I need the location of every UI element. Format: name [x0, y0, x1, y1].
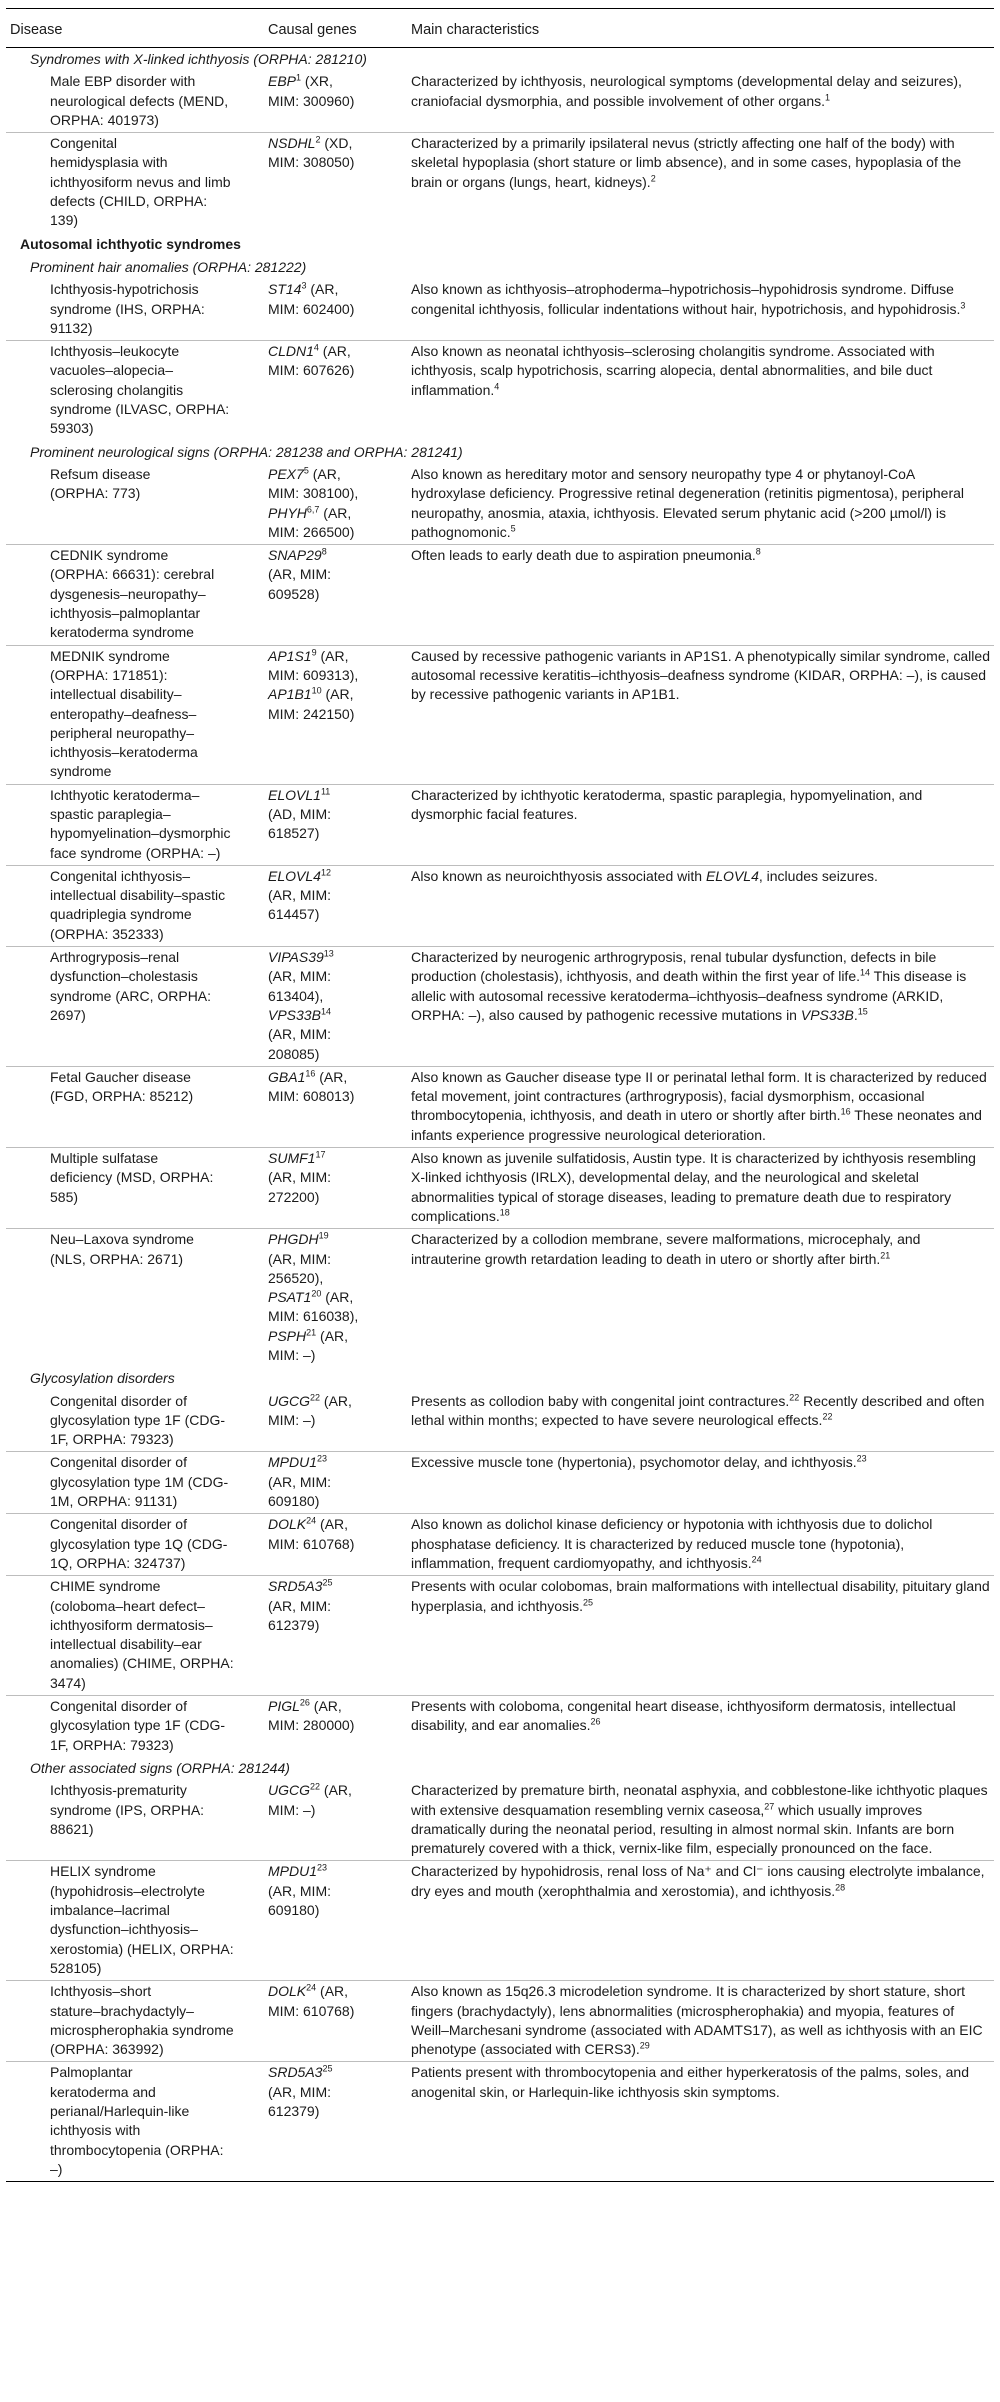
gene-inheritance: (AR, MIM: 272200)	[268, 1169, 331, 1205]
disease-cell	[6, 545, 264, 645]
gene-symbol: SRD5A3	[268, 1578, 323, 1595]
characteristics-text: Characterized by neurogenic arthrogryposis, renal tubular dysfunction, defects in bile production (cholestasis), ichthyosis, and death within the first year of life.	[411, 949, 937, 985]
gene-inheritance: (AR, MIM: 609313),	[268, 647, 359, 683]
characteristics-text: Characterized by a collodion membrane, severe malformations, microcephaly, and intrauterine growth retardation leading to death in utero or shortly after birth.	[411, 1231, 921, 1267]
disease-cell	[6, 784, 264, 865]
genes-cell	[264, 545, 407, 645]
disease-cell	[6, 1981, 264, 2062]
characteristics-cell	[407, 464, 994, 545]
disease-name: Palmoplantar keratoderma and perianal/Harlequin-like ichthyosis with thrombocytopenia (ORPHA: –)	[50, 2064, 224, 2177]
gene-symbol: SUMF1	[268, 1150, 316, 1167]
table-row	[6, 545, 994, 645]
reference-number: 11	[320, 786, 331, 797]
reference-number: 12	[320, 867, 331, 878]
section-label: Glycosylation disorders	[30, 1370, 175, 1387]
section-category-row	[6, 441, 994, 464]
characteristics-cell	[407, 545, 994, 645]
table-row	[6, 865, 994, 946]
inline-gene-symbol: ELOVL4	[705, 867, 759, 884]
table-row	[6, 71, 994, 132]
disease-name: CEDNIK syndrome (ORPHA: 66631): cerebral dysgenesis–neuropathy– ichthyosis–palmoplantar keratoderma syndrome	[50, 547, 215, 641]
table-row	[6, 784, 994, 865]
header-disease: Disease	[6, 9, 264, 48]
gene-inheritance: (AR, MIM: 616038),	[268, 1289, 359, 1325]
genes-cell	[264, 1391, 407, 1452]
reference-number: 22	[310, 1781, 321, 1792]
reference-number: 25	[322, 1577, 333, 1588]
gene-symbol: SRD5A3	[268, 2064, 323, 2081]
section-label: Prominent hair anomalies (ORPHA: 281222)	[30, 258, 307, 275]
characteristics-text: Characterized by ichthyotic keratoderma, spastic paraplegia, hypomyelination, and dysmorphic facial features.	[411, 786, 923, 822]
section-group-row	[6, 233, 994, 256]
reference-number: 6,7	[306, 503, 320, 514]
disease-cell	[6, 1229, 264, 1368]
characteristics-cell	[407, 865, 994, 946]
table-row	[6, 464, 994, 545]
reference-number: 15	[857, 1006, 868, 1017]
disease-cell	[6, 1696, 264, 1757]
characteristics-text: Characterized by hypohidrosis, renal loss of Na⁺ and Cl⁻ ions causing electrolyte imbalance, dry eyes and mouth (xerophthalmia and xerostomia), and ichthyosis.	[411, 1863, 985, 1899]
section-category-row	[6, 1757, 994, 1780]
gene-inheritance: (AR, MIM: 610768)	[268, 1983, 355, 2019]
disease-name: Ichthyosis-hypotrichosis syndrome (IHS, ORPHA: 91132)	[50, 281, 205, 336]
table-row	[6, 1066, 994, 1147]
characteristics-text: .	[853, 1006, 858, 1023]
table-row	[6, 1981, 994, 2062]
characteristics-text: Patients present with thrombocytopenia and either hyperkeratosis of the palms, soles, and anogenital skin, or Harlequin-like ichthyosis skin symptoms.	[411, 2064, 969, 2100]
reference-number: 8	[321, 546, 327, 557]
reference-number: 17	[315, 1149, 326, 1160]
gene-symbol: PSPH	[268, 1327, 307, 1344]
disease-name: HELIX syndrome (hypohidrosis–electrolyte imbalance–lacrimal dysfunction–ichthyosis– xerostomia) (HELIX, ORPHA: 528105)	[50, 1863, 234, 1976]
section-label: Other associated signs (ORPHA: 281244)	[30, 1759, 290, 1776]
gene-inheritance: (AR, MIM: 608013)	[268, 1068, 355, 1105]
reference-number: 4	[494, 381, 500, 392]
gene-inheritance: (AR, MIM: 602400)	[268, 281, 355, 317]
reference-number: 1	[825, 91, 831, 102]
disease-cell	[6, 133, 264, 233]
characteristics-cell	[407, 1452, 994, 1514]
table-row	[6, 341, 994, 441]
genes-cell	[264, 1576, 407, 1696]
reference-number: 23	[317, 1453, 328, 1464]
reference-number: 21	[880, 1249, 891, 1260]
reference-number: 25	[583, 1596, 594, 1607]
table-row	[6, 133, 994, 233]
characteristics-cell	[407, 1229, 994, 1368]
reference-number: 18	[499, 1207, 510, 1218]
genes-cell	[264, 1066, 407, 1147]
table-row	[6, 279, 994, 340]
characteristics-text: Presents as collodion baby with congenital joint contractures.	[411, 1392, 790, 1409]
disease-cell	[6, 1861, 264, 1981]
disease-cell	[6, 1780, 264, 1861]
reference-number: 28	[835, 1882, 846, 1893]
section-category-row	[6, 48, 994, 72]
characteristics-cell	[407, 1780, 994, 1861]
disease-name: Congenital ichthyosis– intellectual disability–spastic quadriplegia syndrome (ORPHA: 352333)	[50, 867, 226, 942]
disease-cell	[6, 279, 264, 340]
characteristics-cell	[407, 645, 994, 784]
characteristics-text: Excessive muscle tone (hypertonia), psychomotor delay, and ichthyosis.	[411, 1454, 857, 1471]
gene-inheritance: (AR, MIM: –)	[268, 1782, 352, 1818]
reference-number: 9	[311, 646, 317, 657]
characteristics-cell	[407, 71, 994, 132]
disease-name: Congenital disorder of glycosylation type 1F (CDG- 1F, ORPHA: 79323)	[50, 1698, 226, 1753]
characteristics-text: These neonates and infants experience progressive neurological deterioration.	[411, 1107, 982, 1143]
disease-cell	[6, 464, 264, 545]
disease-table	[6, 8, 994, 2182]
characteristics-text: which usually improves dramatically during the neonatal period, resulting in almost normal skin. Infants are born prematurely covered with a thick, vernix-like film, especially pronounced on the face.	[411, 1801, 955, 1857]
reference-number: 16	[305, 1068, 316, 1079]
characteristics-text: Also known as dolichol kinase deficiency or hypotonia with ichthyosis due to dolichol phosphatase deficiency. It is characterized by reduced muscle tone (hypotonia), inflammation, frequent cardiomyopathy, and ichthyosis.	[411, 1516, 933, 1571]
disease-cell	[6, 341, 264, 441]
reference-number: 16	[840, 1106, 851, 1117]
characteristics-text: This disease is allelic with autosomal recessive keratoderma–ichthyosis–deafness syndrome (ARKID, ORPHA: –), also caused by pathogenic recessive mutations in	[411, 968, 967, 1023]
disease-name: Congenital hemidysplasia with ichthyosiform nevus and limb defects (CHILD, ORPHA: 139)	[50, 135, 231, 229]
genes-cell	[264, 1696, 407, 1757]
table-row	[6, 1391, 994, 1452]
characteristics-text: Also known as 15q26.3 microdeletion syndrome. It is characterized by short stature, short fingers (brachydactyly), lens abnormalities (microspherophakia) and myopia, features of Weill–Marchesani syndrome (associated with ADAMTS17), as well as ichthyosis with an EIC phenotype (associated with CERS3).	[411, 1983, 983, 2058]
characteristics-cell	[407, 341, 994, 441]
genes-cell	[264, 1861, 407, 1981]
section-label: Syndromes with X-linked ichthyosis (ORPHA: 281210)	[6, 48, 994, 72]
reference-number: 25	[322, 2063, 333, 2074]
reference-number: 26	[299, 1697, 310, 1708]
reference-number: 2	[650, 173, 656, 184]
characteristics-text: Characterized by ichthyosis, neurological symptoms (developmental delay and seizures), craniofacial dysmorphia, and possible involvement of other organs.	[411, 73, 962, 109]
reference-number: 1	[296, 72, 302, 83]
reference-number: 27	[764, 1800, 775, 1811]
genes-cell	[264, 71, 407, 132]
disease-cell	[6, 2062, 264, 2182]
gene-symbol: DOLK	[268, 1983, 307, 2000]
disease-cell	[6, 645, 264, 784]
disease-name: Congenital disorder of glycosylation type 1M (CDG- 1M, ORPHA: 91131)	[50, 1454, 229, 1510]
reference-number: 23	[856, 1453, 867, 1464]
disease-cell	[6, 1452, 264, 1514]
gene-inheritance: (AR, MIM: –)	[268, 1327, 349, 1363]
characteristics-cell	[407, 1391, 994, 1452]
characteristics-text: Recently described and often lethal within months; expected to have severe neurological effects.	[411, 1392, 985, 1428]
gene-symbol: PSAT1	[268, 1289, 312, 1306]
genes-cell	[264, 279, 407, 340]
gene-inheritance: (AR, MIM: 609180)	[268, 1882, 331, 1919]
reference-number: 14	[320, 1006, 331, 1017]
disease-cell	[6, 1576, 264, 1696]
gene-symbol: SNAP29	[268, 547, 322, 564]
reference-number: 10	[311, 685, 322, 696]
reference-number: 13	[323, 948, 334, 959]
gene-inheritance: (AR, MIM: 208085)	[268, 1026, 331, 1062]
characteristics-cell	[407, 1514, 994, 1576]
reference-number: 24	[751, 1554, 762, 1565]
gene-symbol: ELOVL4	[268, 867, 321, 884]
characteristics-text: Also known as juvenile sulfatidosis, Austin type. It is characterized by ichthyosis resembling X-linked ichthyosis (IRLX), developmental delay, and the neurological and skeletal abnormalities typical of storage diseases, leading to premature death due to respiratory complications.	[411, 1150, 976, 1224]
gene-inheritance: (AR, MIM: 612379)	[268, 2083, 331, 2119]
reference-number: 24	[306, 1515, 317, 1526]
genes-cell	[264, 1452, 407, 1514]
table-row	[6, 645, 994, 784]
gene-symbol: PHYH	[268, 504, 307, 521]
disease-cell	[6, 1391, 264, 1452]
reference-number: 4	[313, 342, 319, 353]
gene-inheritance: (XR, MIM: 300960)	[268, 73, 355, 109]
reference-number: 8	[755, 546, 761, 557]
gene-inheritance: (AR, MIM: 308100),	[268, 465, 359, 502]
genes-cell	[264, 1780, 407, 1861]
characteristics-text: Presents with ocular colobomas, brain malformations with intellectual disability, pituitary gland hyperplasia, and ichthyosis.	[411, 1578, 990, 1614]
gene-symbol: AP1B1	[268, 686, 312, 703]
characteristics-cell	[407, 1861, 994, 1981]
table-row	[6, 1514, 994, 1576]
table-row	[6, 1229, 994, 1368]
disease-name: MEDNIK syndrome (ORPHA: 171851): intellectual disability– enteropathy–deafness– peripheral neuropathy– ichthyosis–keratoderma syndrome	[50, 647, 198, 780]
genes-cell	[264, 341, 407, 441]
characteristics-text: Caused by recessive pathogenic variants in AP1S1. A phenotypically similar syndrome, called autosomal recessive keratitis–ichthyosis–deafness syndrome (KIDAR, ORPHA: –), is caused by recessive pathogenic variants in AP1B1.	[411, 647, 990, 703]
disease-cell	[6, 947, 264, 1067]
gene-symbol: PHGDH	[268, 1231, 319, 1248]
section-label: Prominent neurological signs (ORPHA: 281238 and ORPHA: 281241)	[30, 443, 463, 460]
gene-symbol: MPDU1	[268, 1454, 318, 1471]
genes-cell	[264, 1981, 407, 2062]
gene-symbol: GBA1	[268, 1068, 306, 1085]
characteristics-cell	[407, 1696, 994, 1757]
characteristics-text: Also known as Gaucher disease type II or perinatal lethal form. It is characterized by reduced fetal movement, joint contractures (arthrogryposis), facial dysmorphism, occasional thrombocytopenia, ichthyosis, and death in utero or shortly after birth.	[411, 1068, 987, 1124]
disease-name: Neu–Laxova syndrome (NLS, ORPHA: 2671)	[50, 1231, 194, 1267]
genes-cell	[264, 947, 407, 1067]
gene-symbol: VPS33B	[268, 1006, 321, 1023]
reference-number: 29	[639, 2040, 650, 2051]
disease-name: Ichthyosis–leukocyte vacuoles–alopecia– sclerosing cholangitis syndrome (ILVASC, ORPHA: 59303)	[50, 343, 230, 437]
characteristics-cell	[407, 2062, 994, 2182]
disease-name: Congenital disorder of glycosylation type 1F (CDG- 1F, ORPHA: 79323)	[50, 1392, 226, 1448]
disease-name: Multiple sulfatase deficiency (MSD, ORPHA: 585)	[50, 1150, 214, 1205]
disease-cell	[6, 71, 264, 132]
characteristics-text: Also known as neuroichthyosis associated with	[411, 867, 706, 884]
reference-number: 3	[960, 299, 966, 310]
disease-name: CHIME syndrome (coloboma–heart defect– ichthyosiform dermatosis– intellectual disability–ear anomalies) (CHIME, ORPHA: 3474)	[50, 1578, 234, 1691]
table-row	[6, 1861, 994, 1981]
gene-inheritance: (AR, MIM: 242150)	[268, 686, 355, 722]
characteristics-cell	[407, 1148, 994, 1229]
gene-symbol: PEX7	[268, 465, 304, 482]
table-row	[6, 947, 994, 1067]
gene-symbol: EBP	[268, 73, 297, 90]
characteristics-cell	[407, 1981, 994, 2062]
table-row	[6, 1696, 994, 1757]
table-row	[6, 1452, 994, 1514]
gene-inheritance: (AR, MIM: 613404),	[268, 968, 331, 1004]
gene-inheritance: (AR, MIM: 266500)	[268, 504, 355, 540]
gene-symbol: VIPAS39	[268, 949, 324, 966]
disease-cell	[6, 865, 264, 946]
gene-inheritance: (AR, MIM: 612379)	[268, 1597, 331, 1633]
section-category-row	[6, 1367, 994, 1390]
gene-inheritance: (AR, MIM: –)	[268, 1392, 352, 1428]
gene-symbol: PIGL	[268, 1698, 300, 1715]
gene-inheritance: (AD, MIM: 618527)	[268, 805, 331, 842]
disease-name: Congenital disorder of glycosylation type 1Q (CDG- 1Q, ORPHA: 324737)	[50, 1516, 228, 1571]
disease-name: Male EBP disorder with neurological defects (MEND, ORPHA: 401973)	[50, 73, 229, 128]
gene-inheritance: (AR, MIM: 609180)	[268, 1473, 331, 1510]
gene-symbol: DOLK	[268, 1516, 307, 1533]
gene-inheritance: (AR, MIM: 607626)	[268, 343, 355, 379]
reference-number: 5	[303, 465, 309, 476]
reference-number: 24	[306, 1982, 317, 1993]
disease-cell	[6, 1066, 264, 1147]
gene-symbol: MPDU1	[268, 1863, 318, 1880]
characteristics-text: Also known as hereditary motor and sensory neuropathy type 4 or phytanoyl-CoA hydroxylase deficiency. Progressive retinal degeneration (retinitis pigmentosa), peripheral neuropathy, anosmia, ataxia, ichthyosis. Elevated serum phytanic acid (>200 µmol/l) is pathognomonic.	[411, 465, 965, 540]
reference-number: 22	[789, 1391, 800, 1402]
characteristics-text: Often leads to early death due to aspiration pneumonia.	[411, 547, 756, 564]
table-body	[6, 48, 994, 2182]
characteristics-text: Also known as neonatal ichthyosis–sclerosing cholangitis syndrome. Associated with ichthyosis, scalp hypotrichosis, scarring alopecia, dental abnormalities, and bile duct inflammation.	[411, 343, 935, 398]
disease-name: Ichthyotic keratoderma– spastic paraplegia– hypomyelination–dysmorphic face syndrome (ORPHA: –)	[50, 786, 231, 861]
disease-name: Refsum disease (ORPHA: 773)	[50, 465, 151, 502]
reference-number: 22	[310, 1391, 321, 1402]
section-category-row	[6, 256, 994, 279]
table-row	[6, 2062, 994, 2182]
characteristics-cell	[407, 947, 994, 1067]
genes-cell	[264, 464, 407, 545]
gene-symbol: ELOVL1	[268, 786, 321, 803]
reference-number: 26	[590, 1716, 601, 1727]
gene-inheritance: (AR, MIM: 609528)	[268, 566, 331, 602]
gene-inheritance: (AR, MIM: 280000)	[268, 1698, 355, 1734]
reference-number: 21	[306, 1327, 317, 1338]
gene-symbol: CLDN1	[268, 343, 314, 360]
disease-name: Arthrogryposis–renal dysfunction–cholestasis syndrome (ARC, ORPHA: 2697)	[50, 949, 212, 1023]
gene-inheritance: (XD, MIM: 308050)	[268, 135, 355, 171]
genes-cell	[264, 2062, 407, 2182]
section-label: Autosomal ichthyotic syndromes	[20, 235, 241, 252]
gene-inheritance: (AR, MIM: 610768)	[268, 1516, 355, 1552]
table-header	[6, 9, 994, 48]
genes-cell	[264, 1229, 407, 1368]
gene-inheritance: (AR, MIM: 256520),	[268, 1250, 331, 1286]
reference-number: 19	[318, 1230, 329, 1241]
reference-number: 5	[510, 523, 516, 534]
gene-symbol: UGCG	[268, 1782, 310, 1799]
characteristics-cell	[407, 1576, 994, 1696]
genes-cell	[264, 133, 407, 233]
characteristics-text: , includes seizures.	[758, 867, 878, 884]
genes-cell	[264, 784, 407, 865]
characteristics-text: Characterized by a primarily ipsilateral nevus (strictly affecting one half of the body) with skeletal hypoplasia (short stature or limb absence), and in some cases, hypoplasia of the brain or organs (lungs, heart, kidneys).	[411, 135, 962, 190]
reference-number: 20	[311, 1288, 322, 1299]
gene-symbol: UGCG	[268, 1392, 310, 1409]
disease-cell	[6, 1514, 264, 1576]
disease-name: Fetal Gaucher disease (FGD, ORPHA: 85212)	[50, 1068, 194, 1105]
characteristics-text: Presents with coloboma, congenital heart disease, ichthyosiform dermatosis, intellectual disability, and ear anomalies.	[411, 1698, 956, 1734]
table-row	[6, 1780, 994, 1861]
characteristics-cell	[407, 1066, 994, 1147]
header-genes: Causal genes	[264, 9, 407, 48]
table-row	[6, 1148, 994, 1229]
characteristics-text: Also known as ichthyosis–atrophoderma–hypotrichosis–hypohidrosis syndrome. Diffuse congenital ichthyosis, follicular indentations without hair, hypotrichosis, and hypohidrosis.	[411, 281, 961, 317]
genes-cell	[264, 865, 407, 946]
header-characteristics: Main characteristics	[407, 9, 994, 48]
characteristics-cell	[407, 784, 994, 865]
reference-number: 3	[301, 280, 307, 291]
disease-name: Ichthyosis-prematurity syndrome (IPS, ORPHA: 88621)	[50, 1782, 205, 1837]
characteristics-cell	[407, 133, 994, 233]
gene-symbol: NSDHL	[268, 135, 316, 152]
reference-number: 14	[860, 967, 871, 978]
characteristics-cell	[407, 279, 994, 340]
gene-symbol: AP1S1	[268, 647, 312, 664]
table-row	[6, 1576, 994, 1696]
inline-gene-symbol: VPS33B	[800, 1006, 854, 1023]
genes-cell	[264, 1148, 407, 1229]
genes-cell	[264, 645, 407, 784]
gene-inheritance: (AR, MIM: 614457)	[268, 887, 331, 923]
characteristics-text: Characterized by premature birth, neonatal asphyxia, and cobblestone-like ichthyotic plaques with extensive desquamation resembling vernix caseosa,	[411, 1782, 988, 1818]
reference-number: 2	[315, 134, 321, 145]
disease-name: Ichthyosis–short stature–brachydactyly– microspherophakia syndrome (ORPHA: 363992)	[50, 1983, 234, 2058]
reference-number: 23	[317, 1862, 328, 1873]
gene-symbol: ST14	[268, 281, 302, 298]
reference-number: 22	[822, 1411, 833, 1422]
disease-cell	[6, 1148, 264, 1229]
genes-cell	[264, 1514, 407, 1576]
